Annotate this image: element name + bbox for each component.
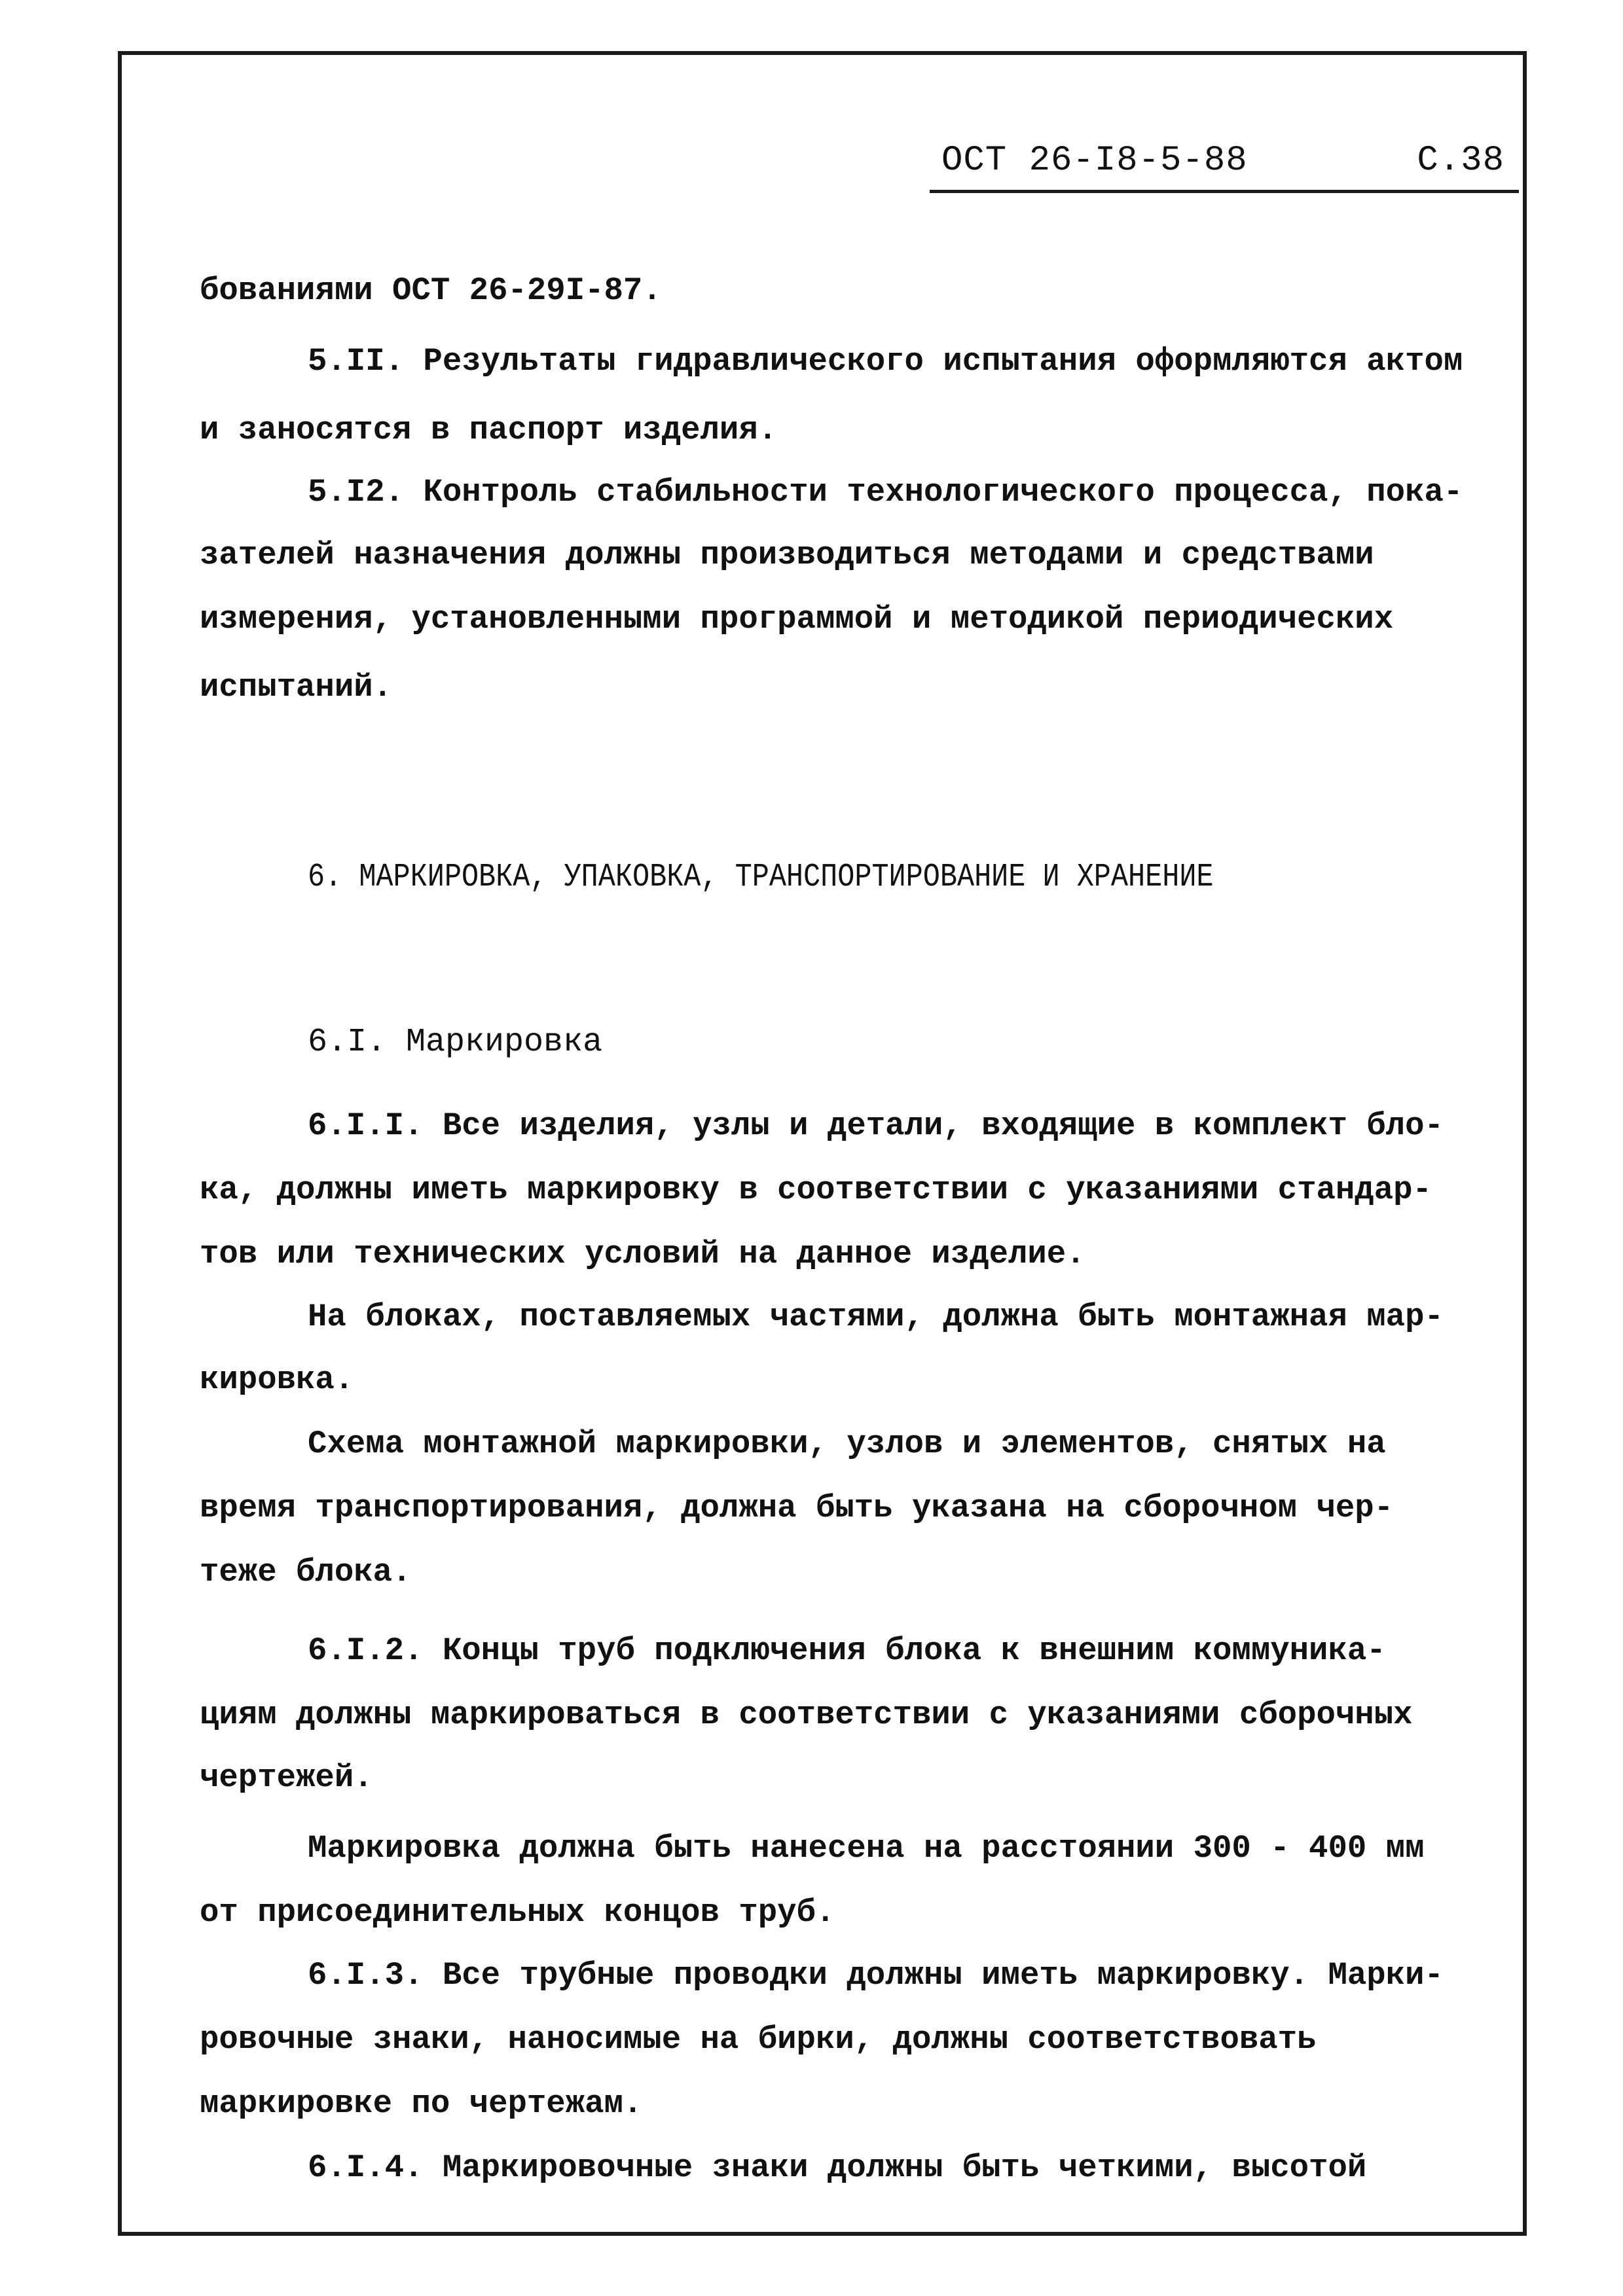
text-line: маркировке по чертежам.	[200, 2085, 643, 2122]
paragraph-6-1-3-start: 6.I.3. Все трубные проводки должны иметь маркировку. Марки-	[308, 1957, 1444, 1994]
paragraph-6-1-2-start: 6.I.2. Концы труб подключения блока к внешним коммуника-	[308, 1632, 1386, 1669]
paragraph-5-11-start: 5.II. Результаты гидравлического испытания оформляются актом	[308, 343, 1463, 380]
text-line: кировка.	[200, 1361, 354, 1398]
text-line: На блоках, поставляемых частями, должна быть монтажная мар-	[308, 1299, 1444, 1335]
text-line: время транспортирования, должна быть указана на сборочном чер-	[200, 1490, 1394, 1526]
text-line: зателей назначения должны производиться методами и средствами	[200, 537, 1374, 573]
text-line: от присоединительных концов труб.	[200, 1894, 835, 1931]
text-line: бованиями ОСТ 26-29I-87.	[200, 272, 662, 309]
text-line: ровочные знаки, наносимые на бирки, должны соответствовать	[200, 2021, 1317, 2058]
text-line: теже блока.	[200, 1554, 412, 1590]
section-heading: 6. МАРКИРОВКА, УПАКОВКА, ТРАНСПОРТИРОВАНИЕ И ХРАНЕНИЕ	[308, 859, 1214, 896]
subsection-heading: 6.I. Маркировка	[308, 1024, 603, 1061]
text-line: Схема монтажной маркировки, узлов и элементов, снятых на	[308, 1426, 1386, 1462]
page-header	[930, 134, 1519, 193]
paragraph-5-12-start: 5.I2. Контроль стабильности технологического процесса, пока-	[308, 474, 1463, 511]
text-line: измерения, установленными программой и методикой периодических	[200, 601, 1394, 637]
text-line: испытаний.	[200, 669, 393, 706]
text-line: циям должны маркироваться в соответствии с указаниями сборочных	[200, 1696, 1413, 1733]
paragraph-6-1-1-start: 6.I.I. Все изделия, узлы и детали, входящие в комплект бло-	[308, 1107, 1444, 1144]
page-number: С.38	[1417, 141, 1504, 181]
text-line: и заносятся в паспорт изделия.	[200, 412, 778, 448]
text-line: чертежей.	[200, 1759, 373, 1796]
text-line: ка, должны иметь маркировку в соответствии с указаниями стандар-	[200, 1172, 1432, 1208]
text-line: Маркировка должна быть нанесена на расстоянии 300 - 400 мм	[308, 1830, 1425, 1867]
standard-number: ОСТ 26-I8-5-88	[941, 141, 1248, 181]
text-line: тов или технических условий на данное изделие.	[200, 1236, 1085, 1272]
paragraph-6-1-4-start: 6.I.4. Маркировочные знаки должны быть четкими, высотой	[308, 2149, 1367, 2186]
